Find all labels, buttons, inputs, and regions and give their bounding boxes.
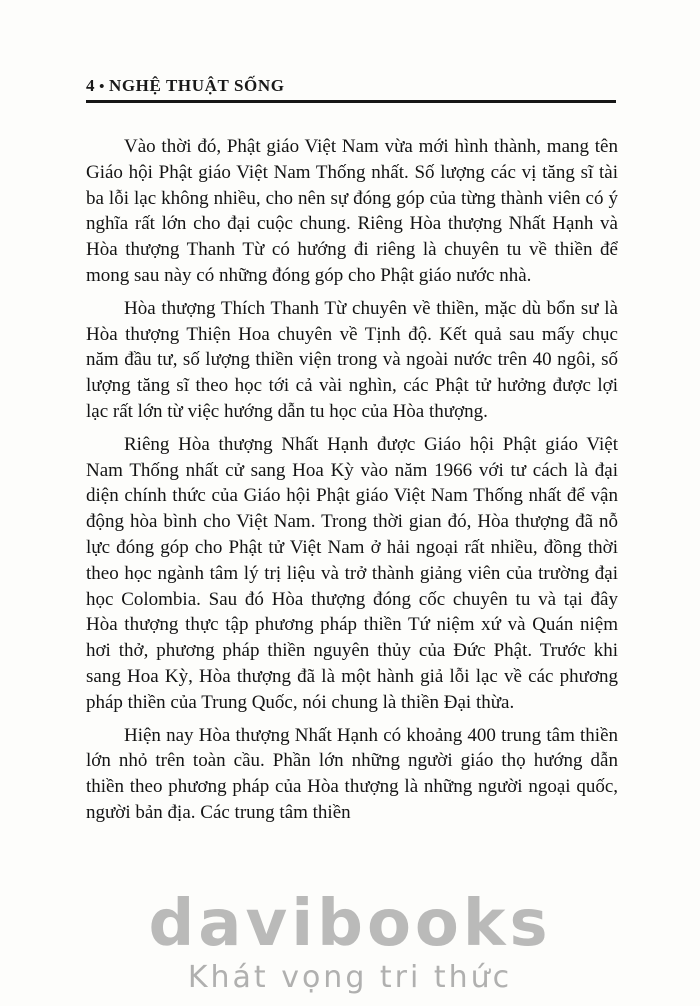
- paragraph: Riêng Hòa thượng Nhất Hạnh được Giáo hội Phật giáo Việt Nam Thống nhất cử sang Hoa Kỳ vào năm 1966 với tư cách là đại diện chính thức của Giáo hội Phật giáo Việt Nam Thống nhất để vận động hòa bình cho Việt Nam. Trong thời gian đó, Hòa thượng đã nỗ lực đóng góp cho Phật tử Việt Nam ở hải ngoại rất nhiều, đồng thời theo học ngành tâm lý trị liệu và trở thành giảng viên của trường đại học Colombia. Sau đó Hòa thượng đóng cốc chuyên tu và tại đây Hòa thượng thực tập phương pháp thiền Tứ niệm xứ và Quán niệm hơi thở, phương pháp thiền nguyên thủy của Đức Phật. Trước khi sang Hoa Kỳ, Hòa thượng đã là một hành giả lỗi lạc về các phương pháp thiền của Trung Quốc, nói chung là thiền Đại thừa.: [86, 433, 618, 713]
- page-body: [86, 134, 618, 833]
- page-number: 4: [86, 76, 96, 95]
- header-rule: [86, 100, 616, 103]
- watermark-brand: davibooks: [148, 887, 552, 961]
- paragraph: Hiện nay Hòa thượng Nhất Hạnh có khoảng 400 trung tâm thiền lớn nhỏ trên toàn cầu. Phần lớn những người giáo thọ hướng dẫn thiền theo phương pháp của Hòa thượng là những người ngoại quốc, người bản địa. Các trung tâm thiền: [86, 724, 618, 823]
- running-title: NGHỆ THUẬT SỐNG: [108, 76, 285, 95]
- watermark-tagline: Khát vọng tri thức: [187, 960, 513, 995]
- page-header: [86, 76, 616, 96]
- watermark: [0, 887, 700, 995]
- header-separator: •: [99, 79, 105, 95]
- paragraph: Vào thời đó, Phật giáo Việt Nam vừa mới hình thành, mang tên Giáo hội Phật giáo Việt Nam Thống nhất. Số lượng các vị tăng sĩ tài ba lỗi lạc không nhiều, cho nên sự đóng góp của từng thành viên có ý nghĩa rất lớn cho đại cuộc chung. Riêng Hòa thượng Nhất Hạnh và Hòa thượng Thanh Từ có hướng đi riêng là chuyên tu về thiền để mong sau này có những đóng góp cho Phật giáo nước nhà.: [86, 136, 618, 286]
- paragraph: Hòa thượng Thích Thanh Từ chuyên về thiền, mặc dù bổn sư là Hòa thượng Thiện Hoa chuyên về Tịnh độ. Kết quả sau mấy chục năm đầu tư, số lượng thiền viện trong và ngoài nước trên 40 ngôi, số lượng tăng sĩ theo học tới cả vài nghìn, các Phật tử hưởng được lợi lạc rất lớn từ việc hướng dẫn tu học của Hòa thượng.: [86, 297, 618, 422]
